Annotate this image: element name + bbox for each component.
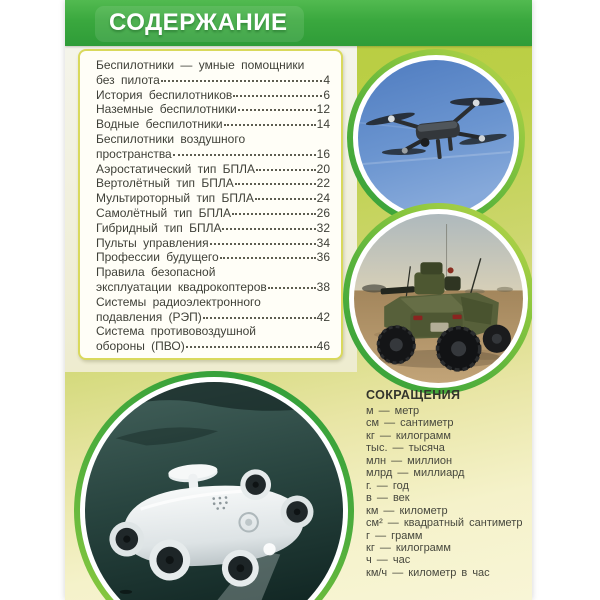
toc-entry (96, 176, 330, 191)
page-title: СОДЕРЖАНИЕ (109, 9, 288, 36)
toc-page-number: 26 (316, 205, 330, 220)
toc-entry (96, 236, 330, 251)
toc-entry-label: Профессии будущего (96, 250, 219, 265)
robot-photo-frame (343, 203, 532, 394)
abbr-row: г — грамм (366, 529, 423, 542)
drone-photo-illustration (358, 60, 514, 216)
drone-photo (358, 60, 514, 216)
dotted-leader (233, 95, 322, 97)
toc-entry-label: Аэростатический тип БПЛА (96, 161, 256, 176)
toc-list (96, 58, 330, 354)
toc-entry (96, 102, 330, 117)
underwater-photo-frame (74, 371, 354, 600)
toc-entry-label: Система противовоздушной (96, 324, 257, 339)
toc-entry (96, 221, 330, 236)
toc-entry (96, 88, 330, 103)
abbr-row: ч — час (366, 554, 411, 567)
toc-page-number: 34 (316, 235, 330, 250)
toc-entry (96, 162, 330, 177)
dotted-leader (235, 183, 316, 185)
toc-page-number: 32 (316, 220, 330, 235)
dotted-leader (186, 346, 316, 348)
dotted-leader (203, 317, 316, 319)
toc-page-number: 14 (316, 117, 330, 132)
toc-entry-label: пространства (96, 146, 172, 161)
abbr-list (366, 405, 528, 579)
dotted-leader (222, 228, 315, 230)
abbr-row: см — сантиметр (366, 417, 454, 430)
toc-page-number: 42 (316, 309, 330, 324)
dotted-leader (255, 198, 316, 200)
dotted-leader (232, 213, 316, 215)
toc-entry-label: обороны (ПВО) (96, 339, 185, 354)
toc-page-number: 4 (323, 72, 330, 87)
toc-entry-label: Системы радиоэлектронного (96, 294, 261, 309)
toc-page-number: 20 (316, 161, 330, 176)
dotted-leader (220, 257, 316, 259)
toc-entry (96, 191, 330, 206)
abbr-row: в — век (366, 492, 410, 505)
dotted-leader (256, 169, 316, 171)
toc-entry (96, 295, 330, 325)
abbr-row: кг — килограмм (366, 429, 451, 442)
abbr-row: м — метр (366, 405, 420, 417)
ground-robot-photo (354, 214, 523, 383)
toc-entry-label: Самолётный тип БПЛА (96, 205, 232, 220)
abbr-row: млрд — миллиард (366, 467, 465, 480)
toc-page-number: 22 (316, 176, 330, 191)
toc-entry (96, 117, 330, 132)
underwater-drone-photo (85, 382, 343, 600)
toc-entry (96, 250, 330, 265)
toc-page-number: 6 (323, 87, 330, 102)
toc-page-number: 38 (316, 279, 330, 294)
toc-entry-label: без пилота (96, 72, 160, 87)
robot-photo-illustration (354, 214, 523, 383)
toc-entry-label: Гибридный тип БПЛА (96, 220, 222, 235)
dotted-leader (238, 109, 316, 111)
toc-entry (96, 58, 330, 88)
title-chip (95, 6, 304, 42)
toc-entry-label: Водные беспилотники (96, 117, 223, 132)
abbr-row: тыс. — тысяча (366, 442, 445, 455)
toc-entry (96, 265, 330, 295)
toc-entry-label: Мультироторный тип БПЛА (96, 191, 254, 206)
abbreviations-title: СОКРАЩЕНИЯ (366, 388, 461, 402)
abbr-row: г. — год (366, 479, 409, 492)
toc-entry (96, 132, 330, 162)
toc-entry-label: Беспилотники воздушного (96, 131, 246, 146)
dotted-leader (173, 154, 316, 156)
toc-page-number: 24 (316, 191, 330, 206)
dotted-leader (224, 124, 316, 126)
abbr-row: кг — килограмм (366, 541, 451, 554)
toc-page-number: 16 (316, 146, 330, 161)
toc-entry-label: Наземные беспилотники (96, 102, 237, 117)
toc-entry (96, 206, 330, 221)
abbr-row: км — километр (366, 504, 448, 517)
toc-entry-label: Правила безопасной (96, 265, 216, 280)
toc-entry-label: История беспилотников (96, 87, 233, 102)
dotted-leader (210, 243, 316, 245)
underwater-photo-illustration (85, 382, 343, 600)
toc-entry (96, 324, 330, 354)
toc-entry-label: Вертолётный тип БПЛА (96, 176, 234, 191)
page (65, 0, 532, 600)
abbreviations-block (366, 388, 528, 579)
dotted-leader (161, 80, 323, 82)
toc-page-number: 36 (316, 250, 330, 265)
toc-page-number: 46 (316, 339, 330, 354)
toc-panel (78, 49, 343, 360)
abbr-row: млн — миллион (366, 454, 453, 467)
toc-entry-label: эксплуатации квадрокоптеров (96, 279, 267, 294)
abbr-row: см² — квадратный сантиметр (366, 517, 523, 530)
toc-entry-label: Беспилотники — умные помощники (96, 58, 305, 72)
toc-entry-label: Пульты управления (96, 235, 209, 250)
abbr-row: км/ч — километр в час (366, 566, 490, 579)
toc-entry-label: подавления (РЭП) (96, 309, 202, 324)
drone-photo-frame (347, 49, 525, 227)
dotted-leader (268, 287, 316, 289)
toc-page-number: 12 (316, 102, 330, 117)
header-band (65, 0, 532, 46)
